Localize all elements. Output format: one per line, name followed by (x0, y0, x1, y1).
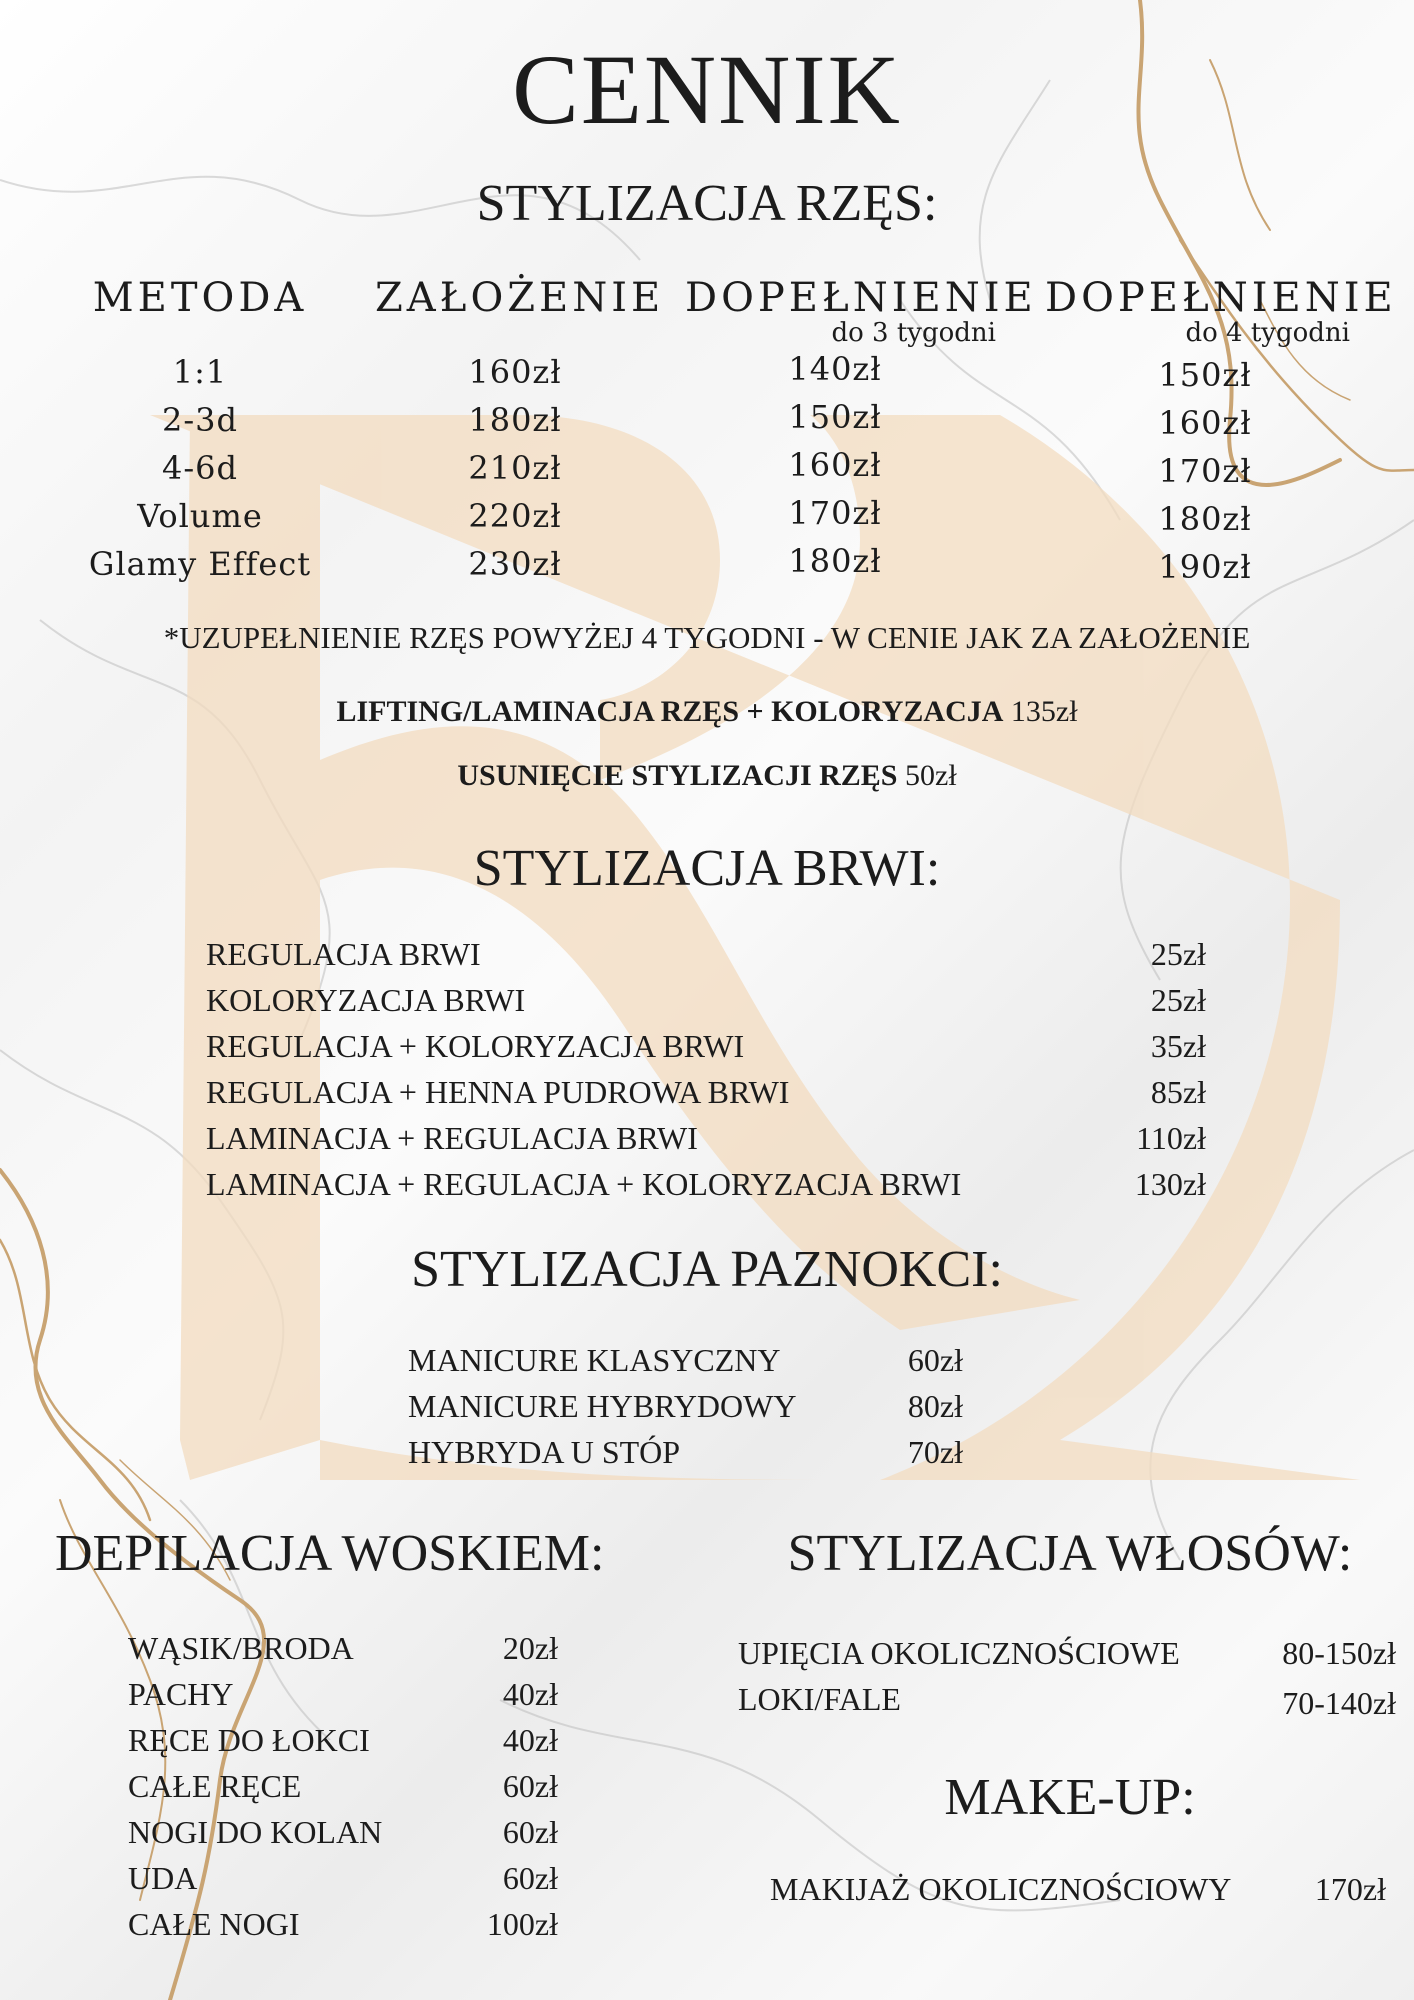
service-price: 110zł (1136, 1120, 1206, 1156)
service-price: 25zł (1150, 982, 1206, 1018)
service-price: 60zł (502, 1814, 558, 1850)
lash-fill3-price: 170zł (788, 494, 882, 532)
list-item (128, 1855, 558, 1901)
page-title: CENNIK (512, 34, 902, 145)
list-item (128, 1625, 558, 1671)
lashes-heading: STYLIZACJA RZĘS: (476, 175, 938, 232)
service-price: 100zł (486, 1906, 558, 1942)
column-subheader-4-weeks: do 4 tygodni (1185, 318, 1350, 348)
list-item (770, 1866, 1386, 1912)
wax-heading: DEPILACJA WOSKIEM: (55, 1525, 605, 1582)
service-price: 80zł (907, 1388, 963, 1424)
service-price: 130zł (1134, 1166, 1206, 1202)
lash-set-price: 180zł (468, 401, 562, 439)
lash-refill-note: *UZUPEŁNIENIE RZĘS POWYŻEJ 4 TYGODNI - W CENIE JAK ZA ZAŁOŻENIE (163, 620, 1251, 655)
service-name: REGULACJA + KOLORYZACJA BRWI (206, 1028, 745, 1064)
lash-fill3-price: 140zł (788, 350, 882, 388)
service-name: REGULACJA BRWI (206, 936, 481, 972)
service-name: MAKIJAŻ OKOLICZNOŚCIOWY (770, 1871, 1232, 1907)
lash-set-price: 220zł (468, 497, 562, 535)
list-item (128, 1901, 558, 1947)
lifting-price: 135zł (1010, 695, 1078, 728)
makeup-heading: MAKE-UP: (944, 1769, 1196, 1826)
list-item (128, 1809, 558, 1855)
service-name: LOKI/FALE (738, 1681, 901, 1717)
service-name: UPIĘCIA OKOLICZNOŚCIOWE (738, 1635, 1180, 1671)
service-name: CAŁE RĘCE (128, 1768, 302, 1804)
lash-fill3-price: 150zł (788, 398, 882, 436)
list-item (206, 1115, 1206, 1161)
lash-method: Volume (137, 497, 263, 535)
list-item (738, 1630, 1396, 1676)
list-item (738, 1676, 1396, 1722)
lash-row (0, 396, 1414, 444)
service-name: HYBRYDA U STÓP (408, 1434, 681, 1470)
list-item (408, 1337, 963, 1383)
lifting-label: LIFTING/LAMINACJA RZĘS + KOLORYZACJA (336, 695, 1004, 728)
lash-fill4-price: 160zł (1158, 404, 1252, 442)
lash-row (0, 492, 1414, 540)
removal-line (0, 761, 1414, 791)
list-item (206, 977, 1206, 1023)
service-name: UDA (128, 1860, 198, 1896)
lash-method: Glamy Effect (88, 545, 312, 583)
service-name: MANICURE HYBRYDOWY (408, 1388, 797, 1424)
lash-set-price: 210zł (468, 449, 562, 487)
column-header-set: ZAŁOŻENIE (375, 275, 665, 321)
lash-row (0, 540, 1414, 588)
service-name: PACHY (128, 1676, 234, 1712)
service-price: 85zł (1150, 1074, 1206, 1110)
lash-fill3-price: 160zł (788, 446, 882, 484)
service-name: LAMINACJA + REGULACJA BRWI (206, 1120, 698, 1156)
list-item (206, 1023, 1206, 1069)
service-price: 70zł (907, 1434, 963, 1470)
list-item (128, 1763, 558, 1809)
service-price: 80-150zł (1282, 1635, 1396, 1671)
lash-method: 2-3d (161, 401, 238, 439)
lash-method: 4-6d (161, 449, 238, 487)
lash-row (0, 348, 1414, 396)
service-price: 170zł (1314, 1871, 1386, 1907)
column-subheader-3-weeks: do 3 tygodni (831, 318, 996, 348)
service-price: 70-140zł (1282, 1685, 1396, 1721)
service-price: 40zł (502, 1722, 558, 1758)
lash-fill4-price: 150zł (1158, 356, 1252, 394)
lash-row (0, 444, 1414, 492)
service-price: 60zł (502, 1860, 558, 1896)
column-header-fill-4-weeks: DOPEŁNIENIE (1045, 275, 1397, 321)
service-name: CAŁE NOGI (128, 1906, 300, 1942)
list-item (408, 1429, 963, 1475)
hair-heading: STYLIZACJA WŁOSÓW: (787, 1525, 1353, 1582)
list-item (206, 1161, 1206, 1207)
column-header-method: METODA (92, 275, 308, 321)
brows-heading: STYLIZACJA BRWI: (473, 840, 941, 897)
lash-fill4-price: 180zł (1158, 500, 1252, 538)
lash-set-price: 160zł (468, 353, 562, 391)
column-header-fill-3-weeks: DOPEŁNIENIE (685, 275, 1037, 321)
service-price: 25zł (1150, 936, 1206, 972)
list-item (128, 1717, 558, 1763)
nails-heading: STYLIZACJA PAZNOKCI: (411, 1241, 1003, 1298)
lifting-line (0, 697, 1414, 727)
service-name: REGULACJA + HENNA PUDROWA BRWI (206, 1074, 790, 1110)
list-item (408, 1383, 963, 1429)
lash-fill3-price: 180zł (788, 542, 882, 580)
service-name: RĘCE DO ŁOKCI (128, 1722, 370, 1758)
lash-method: 1:1 (172, 353, 228, 391)
lash-fill4-price: 190zł (1158, 548, 1252, 586)
service-name: KOLORYZACJA BRWI (206, 982, 526, 1018)
list-item (206, 931, 1206, 977)
removal-price: 50zł (905, 759, 957, 792)
service-price: 60zł (907, 1342, 963, 1378)
service-price: 40zł (502, 1676, 558, 1712)
service-name: NOGI DO KOLAN (128, 1814, 383, 1850)
service-price: 20zł (502, 1630, 558, 1666)
service-name: LAMINACJA + REGULACJA + KOLORYZACJA BRWI (206, 1166, 962, 1202)
removal-label: USUNIĘCIE STYLIZACJI RZĘS (457, 759, 898, 792)
lash-fill4-price: 170zł (1158, 452, 1252, 490)
service-price: 60zł (502, 1768, 558, 1804)
service-price: 35zł (1150, 1028, 1206, 1064)
service-name: MANICURE KLASYCZNY (408, 1342, 781, 1378)
lash-set-price: 230zł (468, 545, 562, 583)
list-item (128, 1671, 558, 1717)
service-name: WĄSIK/BRODA (128, 1630, 354, 1666)
list-item (206, 1069, 1206, 1115)
